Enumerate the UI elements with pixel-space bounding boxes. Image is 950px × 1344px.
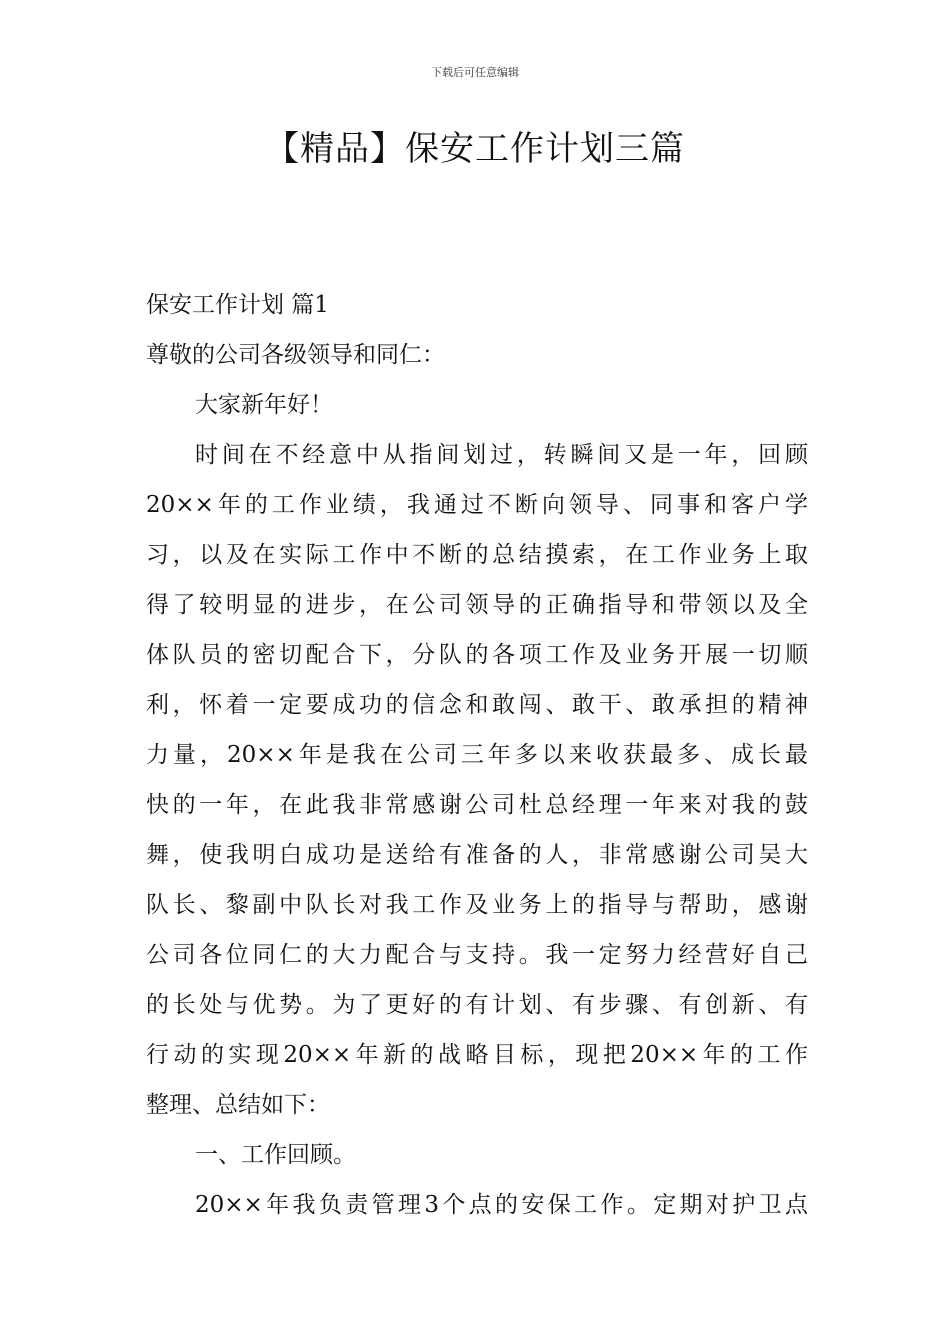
- paragraph-line: 舞，使我明白成功是送给有准备的人，非常感谢公司吴大: [146, 842, 808, 868]
- paragraph-line: 习，以及在实际工作中不断的总结摸索，在工作业务上取: [146, 542, 808, 568]
- paragraph-line: 整理、总结如下：: [146, 1092, 330, 1118]
- document-body: [146, 280, 808, 1230]
- paragraph-line: 时间在不经意中从指间划过，转瞬间又是一年，回顾: [195, 442, 808, 468]
- section-heading: 保安工作计划 篇1: [146, 292, 329, 318]
- paragraph-line: 公司各位同仁的大力配合与支持。我一定努力经营好自己: [146, 942, 808, 968]
- paragraph-line: 20××年我负责管理3个点的安保工作。定期对护卫点: [195, 1192, 808, 1218]
- paragraph-line: 队长、黎副中队长对我工作及业务上的指导与帮助，感谢: [146, 892, 808, 918]
- header-note: 下载后可任意编辑: [431, 66, 519, 79]
- paragraph-line: 快的一年，在此我非常感谢公司杜总经理一年来对我的鼓: [146, 792, 808, 818]
- salutation: 尊敬的公司各级领导和同仁：: [146, 342, 445, 368]
- paragraph-line: 力量，20××年是我在公司三年多以来收获最多、成长最: [146, 742, 808, 768]
- paragraph-line: 行动的实现20××年新的战略目标，现把20××年的工作: [146, 1042, 808, 1068]
- paragraph-line: 20××年的工作业绩，我通过不断向领导、同事和客户学: [146, 492, 808, 518]
- document-title: 【精品】保安工作计划三篇: [265, 129, 685, 169]
- subheading: 一、工作回顾。: [195, 1142, 356, 1168]
- greeting: 大家新年好！: [195, 392, 333, 418]
- paragraph-line: 利，怀着一定要成功的信念和敢闯、敢干、敢承担的精神: [146, 692, 808, 718]
- paragraph-line: 得了较明显的进步，在公司领导的正确指导和带领以及全: [146, 592, 808, 618]
- paragraph-line: 的长处与优势。为了更好的有计划、有步骤、有创新、有: [146, 992, 808, 1018]
- paragraph-line: 体队员的密切配合下，分队的各项工作及业务开展一切顺: [146, 642, 808, 668]
